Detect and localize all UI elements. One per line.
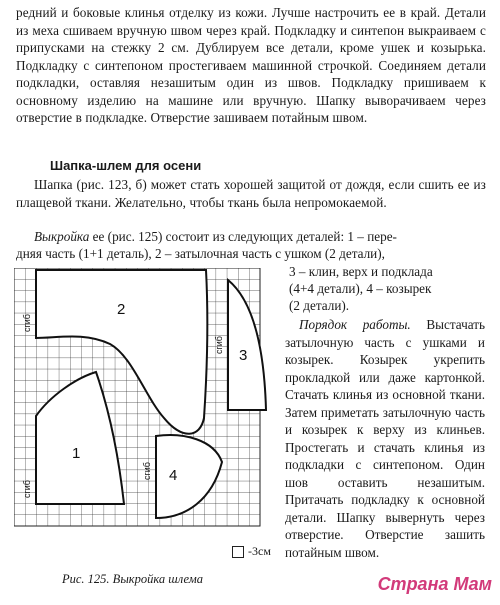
fold-label-part-2: сгиб — [22, 314, 32, 332]
work-order-lead: Порядок работы. — [299, 317, 411, 332]
pattern-intro-line1 — [34, 228, 397, 246]
intro-paragraph: редний и боковые клинья отделку из кожи. Лучше настрочить ее в край. Детали из меха сшиваем вручную швом через край. Подкладку и синтепон выкраиваем с припусками на стежку 2 см. Дублируем все детали, кроме ушек и козырька. Подкладку с синтепоном простегиваем машинной строчкой. Соединяем детали подкладки, оставляя незашитым один из швов. Подкладку пришиваем к основному изделию на машине или вручную. Шапку выворачиваем через отверстие в подкладке. Отверстие зашиваем потайным швом. — [16, 5, 486, 125]
work-order-paragraph — [285, 316, 485, 561]
pattern-intro-text1: ее (рис. 125) состоит из следующих деталей: 1 – пере- — [89, 229, 397, 244]
section-heading: Шапка-шлем для осени — [50, 158, 202, 173]
part-label-2: 2 — [117, 301, 126, 318]
parts-list-item-1: 3 – клин, верх и подклада — [289, 264, 433, 279]
pattern-intro-line2: дняя часть (1+1 деталь), 2 – затылочная часть с ушком (2 детали), — [16, 246, 385, 261]
fold-label-part-3: сгиб — [214, 336, 224, 354]
fold-label-part-1: сгиб — [22, 480, 32, 498]
scale-legend-text: -3см — [248, 544, 271, 558]
figure-caption: Рис. 125. Выкройка шлема — [62, 572, 203, 586]
pattern-intro-lead: Выкройка — [34, 229, 90, 244]
watermark: Страна Мам — [377, 574, 492, 594]
work-order-body: Выстачать затылочную часть с ушками и козырек. Козырек укрепить прокладкой или даже картонкой. Стачать клинья из основной ткани. Затем приметать затылочную часть и козырек к верху из клиньев. Простегать и стачать клинья из подкладки с синтепоном. Один шов оставить незашитым. Притачать подкладку к основной детали. Шапку вывернуть через отверстие. Отверстие зашить потайным швом. — [285, 317, 485, 560]
parts-list-item-2: (4+4 детали), 4 – козырек — [289, 281, 432, 296]
part-label-4: 4 — [169, 467, 178, 484]
part-label-3: 3 — [239, 347, 248, 364]
parts-list-item-3: (2 детали). — [289, 298, 350, 313]
paragraph-1: Шапка (рис. 123, б) может стать хорошей защитой от дождя, если сшить ее из плащевой ткани. Желательно, чтобы ткань была непромокаемой. — [16, 177, 486, 210]
fold-label-part-4: сгиб — [142, 462, 152, 480]
grid-square-icon — [232, 546, 244, 558]
part-label-1: 1 — [72, 445, 81, 462]
scale-legend — [232, 544, 271, 559]
pattern-figure — [14, 268, 272, 540]
